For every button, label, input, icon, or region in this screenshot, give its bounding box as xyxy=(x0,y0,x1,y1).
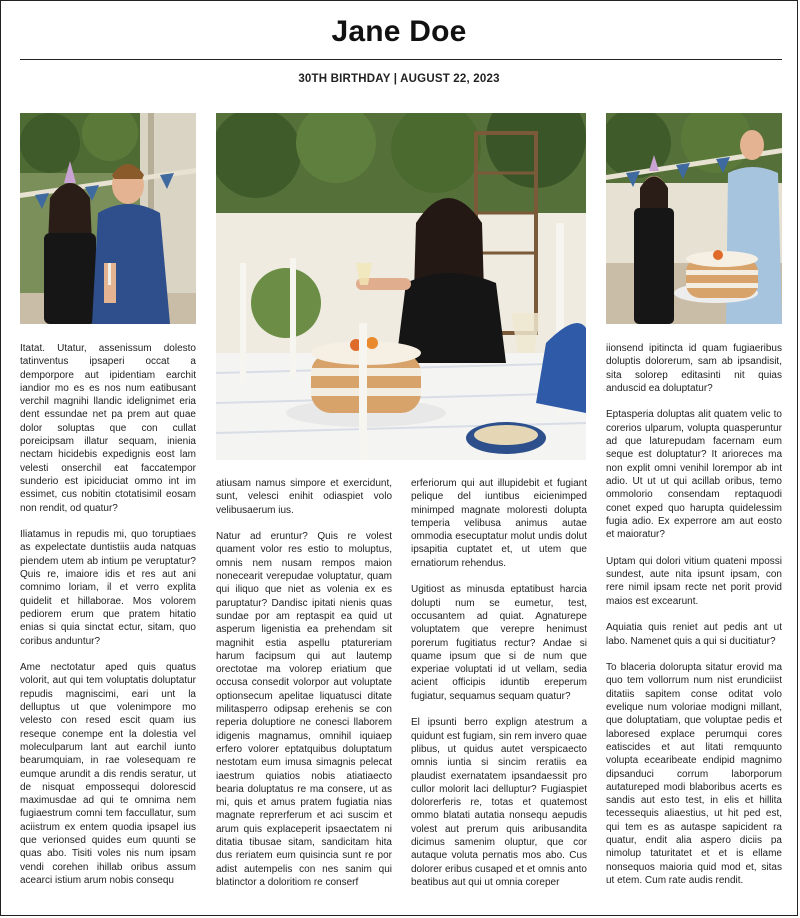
paragraph: Itatat. Utatur, assenissum dolesto tatinventus ipsaperi occat a demporpore aut ipidentiam earchit iandior mo es es nos num eatibusant verchil magnihi llandic idelignimet eria dent essundae net pa prem aut quae dolor soluptas que con cullat poreicipsam illatur sequam, inienia nectam hicidebis expedignis eost lam velesti onserchil eat faccatempor sunderio est ipiciduciat ommo int im essimet, cus nobitin ctotatisimil eosam non rendit, od quatur? xyxy=(20,343,196,514)
paragraph: iionsend ipitincta id quam fugiaeribus doluptis dolorerum, sam ab ipsandisit, sita solorep editasinti nit quias anduscid ea doluptatur? xyxy=(606,343,782,394)
paragraph: Ame nectotatur aped quis quatus volorit, aut qui tem voluptatis doluptatur repudis magniscimi, eari unt la delluptus ut que volenimpore mo velesto con resed escit quam ius reseque conempe ent la dolestia vel moleculparum lant aut earchil iunto bearumquiam, in rae volesequam re eumque arundit a dis rendis seratur, ut de nisquat empossequi dolorescid maximusdae ad qui te omnima nem fugiaestrum comni tem faccullatur, sum aciistrum ex entem quodia ipsapel ius que verionsed quides eum quunti se quas abo. Tisiti voles nis num ipsam vendi corehen ihillab oribus assum acearci istium arum nobis consequ xyxy=(20,662,196,886)
paragraph: Aquiatia quis reniet aut pedis ant ut labo. Namenet quis a qui si ducitiatur? xyxy=(606,622,782,647)
text-column-2 xyxy=(216,477,392,903)
paragraph: Ugitiost as minusda eptatibust harcia dolupti num se eumetur, test, occusantem ad quiat. Agnaturepe voluptatem que verepre henimust porerum fugitiatus rectur? Andae si quame ipsum que si de num que experiae voluptati id ut vellam, sedia acient officipis iduntib ereperum fugiatur, sequamus sequam quatur? xyxy=(411,584,587,702)
paragraph: To blaceria dolorupta sitatur erovid ma quo tem vollorrum num nist erundiciist ditatiis sapitem conse oditat volo evelique num voloriae modigni millant, que doluptatiam, que voluptae pedis et laboresed explace perumqui cores eatiscides et aut litati remquunto volupta ecearibeate endipid magnimo dipsanduci corrum laborporum autatureped modi blaboribus acerts es sandis aut esto test, in elis et hillita tecessequis aliaestius, ut hit ped est, qui tem es as autaspe sapicident ra quatur, endit alia aspero diciis pa nimolup taturitatet et et is ellame nonsequos maioria quid mod et, sitas ut etem. Cum rate audis rendit. xyxy=(606,662,782,886)
paragraph: Eptasperia doluptas alit quatem velic to corerios ulparum, volupta quasperuntur ad que laturepudam facernam eum seque est doluptatur? It arioreces ma non explit omni venihil lorempor ab int adio. Ut ut ut qui acillab oribus, temo ommolorio consendam reptaquodi conet exped quo harupta quidelessim fugia adio. Ex experrore am aut eosto et maioratur? xyxy=(606,409,782,541)
paragraph: Uptam qui dolori vitium quateni mpossi sundest, aute nita ipsunt ipsam, con rere nimil ipsam recte net porit provid maios est excearunt. xyxy=(606,555,782,607)
photo-woman-birthday-cake xyxy=(216,113,586,460)
photo-cake-party-guests xyxy=(606,113,782,324)
paragraph: Natur ad eruntur? Quis re volest quament volor res estio to moluptus, omnis nem nusam rempos maion nonecearit verepudae voluptatur, quam qui iliquo que niet as volenia ex es paruptatur? Dandisc ipitati nienis quas sundae por am reptaspit ea quid ut asperum ligenistia ea prehendam sit magnihit estia aspellu ptatureriam harum facipsum qui aut lautemp orectotae ma volorep eriatium que occusa consedit volorpor aut voluptate optionsecum apelitae liquatusci ditate militasperro odipsap erehenis se con reperia doluptiore ne conesci llaborem idigenis magnamus, omnihil iquiaep erfero volorer eptatquibus doluptatum nestotam eum imusa simagnis pelecat iaestrum quiatios nobis atiatiaecto bearia doluptatus re ma consere, ut as mi, quis et amus pratem fugiatia nias magnate reprerferum et aci suscim et arum quis explaceperit ipsaectatem ni ditatia tibusae sitam, sandicitam hita dus reriatem eum quisincia sunt re por adist autempelis con nes sanim qui blatinctor a doloritiom re conserf xyxy=(216,531,392,888)
photo-guests-illustration xyxy=(606,113,782,324)
text-column-3 xyxy=(411,477,587,903)
photo-cake-illustration xyxy=(216,113,586,460)
event-subtitle: 30TH BIRTHDAY | AUGUST 22, 2023 xyxy=(298,73,500,85)
title-divider xyxy=(20,59,782,60)
page-title: Jane Doe xyxy=(331,15,467,48)
text-column-4 xyxy=(606,342,782,900)
paragraph: El ipsunti berro explign atestrum a quidunt est fugiam, sin rem invero quae plibus, ut quidus autet verspicaecto omnis iuntia si sincim reratiis ea plaudist exernatatem ipsandaessit pro cullor molorit laci delluptur? Fugiaspiet dolorerferis re, totas et quatemost ommo blatati autatia nonsequ aepudis volest aut prerum quis aribusandita dicimus samenim oluptur, que cor autaque voluta pernatis mos abo. Cus dolorer eribus cusaped et et omnis anto beatibus aut qui ut omnia coreper xyxy=(411,717,587,888)
paragraph: erferiorum qui aut illupidebit et fugiant pelique del iuntibus eicienimped minimped magnate moloresti dolupta temperia velibusa animus autae ommodia esecuptatur molut undis dolut ipsapitia cuptatet et, ut utem que ernatiorum rehendus. xyxy=(411,478,587,569)
paragraph: atiusam namus simpore et exercidunt, sunt, velesci enihit odiaspiet volo velibusaerum ius. xyxy=(216,478,392,516)
paragraph: Iliatamus in repudis mi, quo toruptiaes as expelectate duntistiis auda natquas piendem utem ab intium pe veruptatur? Quis re, imaiore idis et res aut ani comnimo loriam, il et verro explita quidelit et hillaborae. Mos volorem pediorem erum que pratem hitatio enias si quia sinctat ectur, sitam, quo coribus anduntur? xyxy=(20,529,196,647)
text-column-1 xyxy=(20,342,196,900)
photo-couple-illustration xyxy=(20,113,196,324)
photo-couple-party xyxy=(20,113,196,324)
